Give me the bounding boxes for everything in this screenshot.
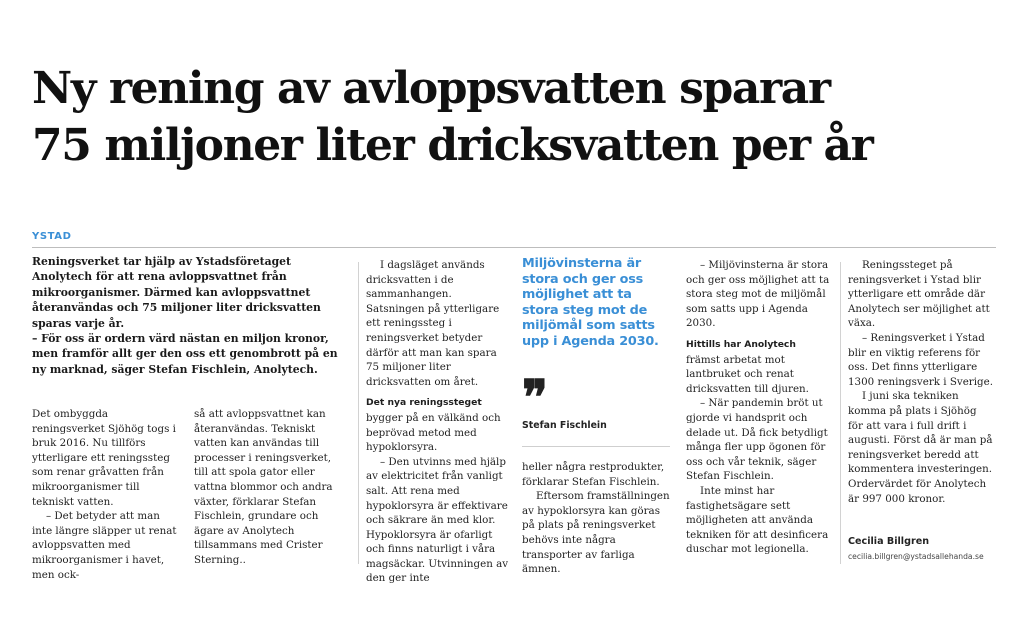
body-paragraph: – Reningsverket i Ystad blir en viktig referens för oss. Det finns ytterligare 1300 reningsverk i Sverige. [848,331,993,388]
run-in-heading: Hittills har Anolytech [686,338,796,350]
body-column-1 [32,407,180,582]
column-divider [840,262,841,564]
author-email: cecilia.billgren@ystadsallehanda.se [848,552,984,561]
article-ingress [32,254,350,377]
body-paragraph: Det ombyggda reningsverket Sjöhög togs i bruk 2016. Nu tillförs ytterligare ett reningssteg som renar gråvatten från mikroorganismer till tekniskt vatten. [32,408,176,508]
headline-line-1: Ny rening av avloppsvatten sparar [32,63,830,114]
body-paragraph: Reningssteget på reningsverket i Ystad blir ytterligare ett område där Anolytech ser möjlighet att växa. [848,259,990,330]
body-paragraph: – Miljövinsterna är stora och ger oss möjlighet att ta stora steg mot de miljömål som satts upp i Agenda 2030. [686,259,830,330]
body-column-3 [366,258,510,586]
paragraph-text: bygger på en välkänd och beprövad metod med hypoklorsyra. [366,411,501,454]
body-column-6 [848,258,994,506]
body-paragraph: – Det betyder att man inte längre släpper ut renat avloppsvatten med mikroorganismer i havet, men ock- [32,510,177,581]
body-paragraph: heller några restprodukter, förklarar Stefan Fischlein. [522,461,665,488]
column-divider [358,262,359,564]
body-paragraph: – Den utvinns med hjälp av elektricitet från vanligt salt. Att rena med hypoklorsyra är effektivare och säkrare än med klor. Hypoklorsyra är ofarligt och finns naturligt i våra magsäckar. Utvinningen av den ger inte [366,455,509,585]
body-paragraph [686,337,832,396]
ingress-paragraph: – För oss är ordern värd nästan en miljon kronor, men framför allt ger den oss ett genombrott på en ny marknad, säger Stefan Fischlein, Anolytech. [32,332,338,376]
run-in-heading: Det nya reningssteget [366,397,482,409]
body-column-2 [194,407,346,568]
body-paragraph: Inte minst har fastighetsägare sett möjligheten att använda tekniken för att desinficera duschar mot legionella. [686,484,829,556]
body-paragraph [366,395,510,454]
body-paragraph: – När pandemin bröt ut gjorde vi handsprit och delade ut. Då fick betydligt många fler upp ögonen för oss och vår teknik, säger Stefan Fischlein. [686,397,828,483]
ingress-paragraph: Reningsverket tar hjälp av Ystadsföretaget Anolytech för att rena avloppsvattnet från mikroorganismer. Därmed kan avloppsvattnet återanvändas och 75 miljoner liter dricksvatten sparas varje år. [32,255,321,330]
headline-line-2: 75 miljoner liter dricksvatten per år [32,120,873,171]
body-paragraph: I dagsläget används dricksvatten i de sammanhangen. Satsningen på ytterligare ett reningssteg i reningsverket betyder därför att man kan spara 75 miljoner liter dricksvatten om året. [366,259,500,388]
pull-quote-divider [522,446,670,447]
body-paragraph: Eftersom framställningen av hypoklorsyra kan göras på plats på reningsverket behövs inte några transporter av farliga ämnen. [522,490,670,576]
quote-mark-icon: ❞ [522,370,548,426]
section-label: YSTAD [32,231,72,242]
section-divider [32,247,996,248]
article-headline [32,60,1002,174]
body-column-4 [522,460,670,577]
body-paragraph: I juni ska tekniken komma på plats i Sjöhög för att vara i full drift i augusti. Först då är man på reningsverket beredd att kommentera investeringen. Ordervärdet för Anolytech är 997 000 kronor. [848,390,993,505]
body-column-5 [686,258,832,557]
paragraph-text: främst arbetat mot lantbruket och renat dricksvatten till djuren. [686,353,809,395]
body-paragraph: så att avloppsvattnet kan återanvändas. Tekniskt vatten kan användas till processer i reningsverket, till att spola gator eller vattna blommor och andra växter, förklarar Stefan Fischlein, grundare och ägare av Anolytech tillsammans med Crister Sterning.. [194,408,333,566]
pull-quote: Miljövinsterna är stora och ger oss möjlighet att ta stora steg mot de miljömål som satts upp i Agenda 2030. [522,256,659,349]
author-byline: Cecilia Billgren [848,536,930,547]
pull-quote-attribution: Stefan Fischlein [522,420,607,431]
